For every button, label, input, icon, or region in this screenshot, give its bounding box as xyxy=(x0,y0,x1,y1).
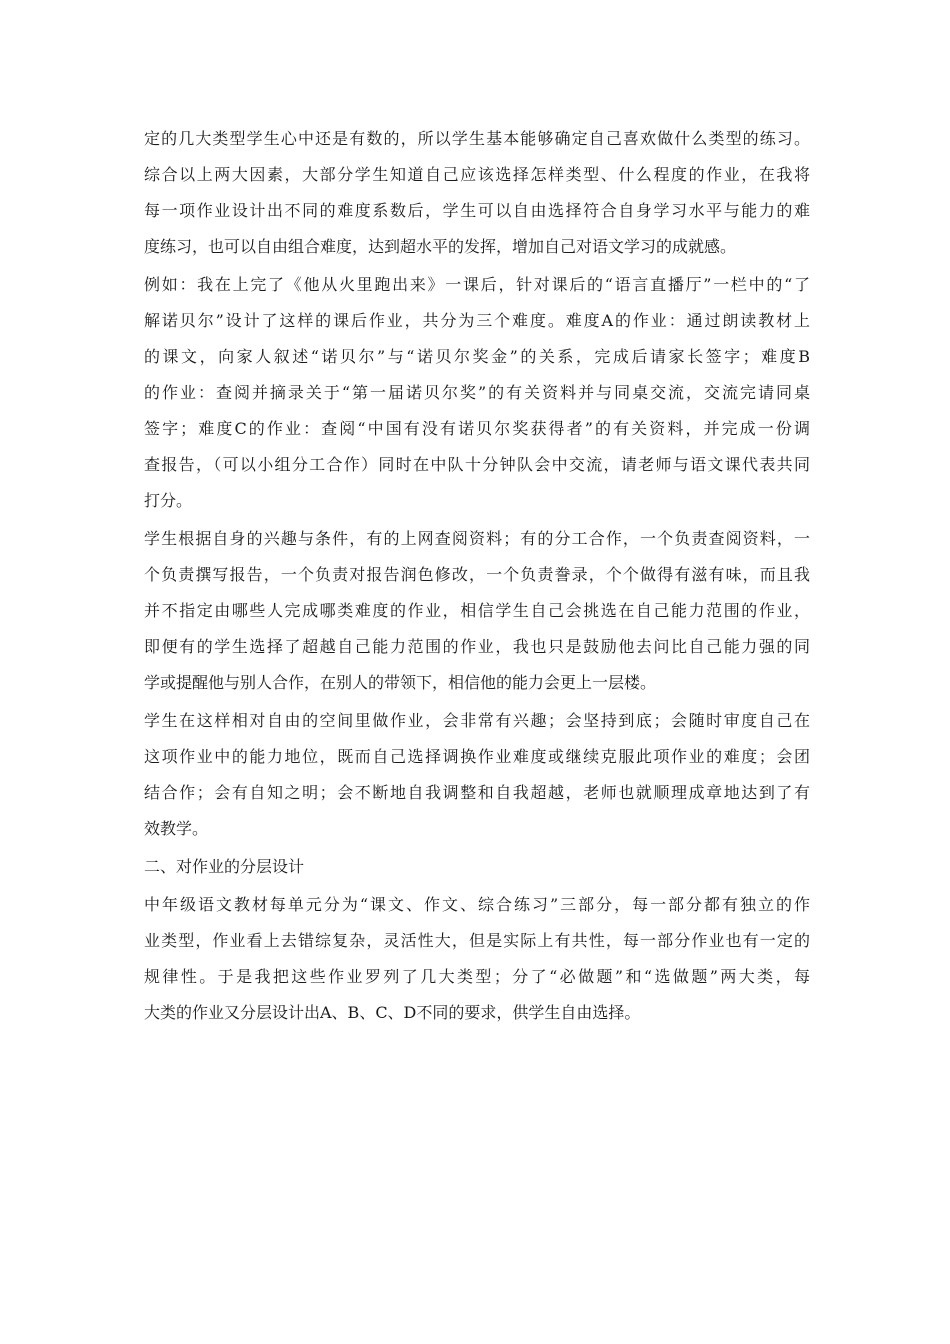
section-heading xyxy=(144,849,810,885)
paragraph xyxy=(144,121,810,265)
heading-text: 二、对作业的分层设计 xyxy=(144,857,305,876)
text-line: 个负责撰写报告，一个负责对报告润色修改，一个负责誊录，个个做得有滋有味，而且我 xyxy=(144,565,810,584)
text-line: 综合以上两大因素，大部分学生知道自己应该选择怎样类型、什么程度的作业，在我将 xyxy=(144,165,810,184)
text-line: 签字；难度C的作业：查阅“中国有没有诺贝尔奖获得者”的有关资料，并完成一份调 xyxy=(144,419,810,438)
text-line: 度练习，也可以自由组合难度，达到超水平的发挥，增加自己对语文学习的成就感。 xyxy=(144,237,737,256)
text-line: 学生在这样相对自由的空间里做作业，会非常有兴趣；会坚持到底；会随时审度自己在 xyxy=(144,711,810,730)
text-line: 打分。 xyxy=(144,491,193,510)
text-line: 例如：我在上完了《他从火里跑出来》一课后，针对课后的“语言直播厅”一栏中的“了 xyxy=(144,275,810,294)
paragraph xyxy=(144,521,810,701)
text-line: 结合作；会有自知之明；会不断地自我调整和自我超越，老师也就顺理成章地达到了有 xyxy=(144,783,810,802)
text-line: 即便有的学生选择了超越自己能力范围的作业，我也只是鼓励他去问比自己能力强的同 xyxy=(144,637,810,656)
text-line: 的课文，向家人叙述“诺贝尔”与“诺贝尔奖金”的关系，完成后请家长签字；难度B xyxy=(144,347,810,366)
text-line: 学生根据自身的兴趣与条件，有的上网查阅资料；有的分工合作，一个负责查阅资料，一 xyxy=(144,529,810,548)
text-line: 业类型，作业看上去错综复杂，灵活性大，但是实际上有共性，每一部分作业也有一定的 xyxy=(144,931,810,950)
text-line: 的作业：查阅并摘录关于“第一届诺贝尔奖”的有关资料并与同桌交流，交流完请同桌 xyxy=(144,383,810,402)
text-line: 大类的作业又分层设计出A、B、C、D不同的要求，供学生自由选择。 xyxy=(144,1003,641,1022)
text-line: 解诺贝尔”设计了这样的课后作业，共分为三个难度。难度A的作业：通过朗读教材上 xyxy=(144,311,810,330)
text-line: 效教学。 xyxy=(144,819,209,838)
document-body xyxy=(144,121,810,1031)
text-line: 中年级语文教材每单元分为“课文、作文、综合练习”三部分，每一部分都有独立的作 xyxy=(144,895,810,914)
text-line: 这项作业中的能力地位，既而自己选择调换作业难度或继续克服此项作业的难度；会团 xyxy=(144,747,810,766)
text-line: 每一项作业设计出不同的难度系数后，学生可以自由选择符合自身学习水平与能力的难 xyxy=(144,201,810,220)
text-line: 并不指定由哪些人完成哪类难度的作业，相信学生自己会挑选在自己能力范围的作业， xyxy=(144,601,810,620)
text-line: 定的几大类型学生心中还是有数的，所以学生基本能够确定自己喜欢做什么类型的练习。 xyxy=(144,129,810,148)
paragraph xyxy=(144,703,810,847)
text-line: 学或提醒他与别人合作，在别人的带领下，相信他的能力会更上一层楼。 xyxy=(144,673,657,692)
text-line: 规律性。于是我把这些作业罗列了几大类型；分了“必做题”和“选做题”两大类，每 xyxy=(144,967,810,986)
paragraph xyxy=(144,267,810,519)
paragraph xyxy=(144,887,810,1031)
text-line: 查报告，（可以小组分工合作）同时在中队十分钟队会中交流，请老师与语文课代表共同 xyxy=(144,455,810,474)
